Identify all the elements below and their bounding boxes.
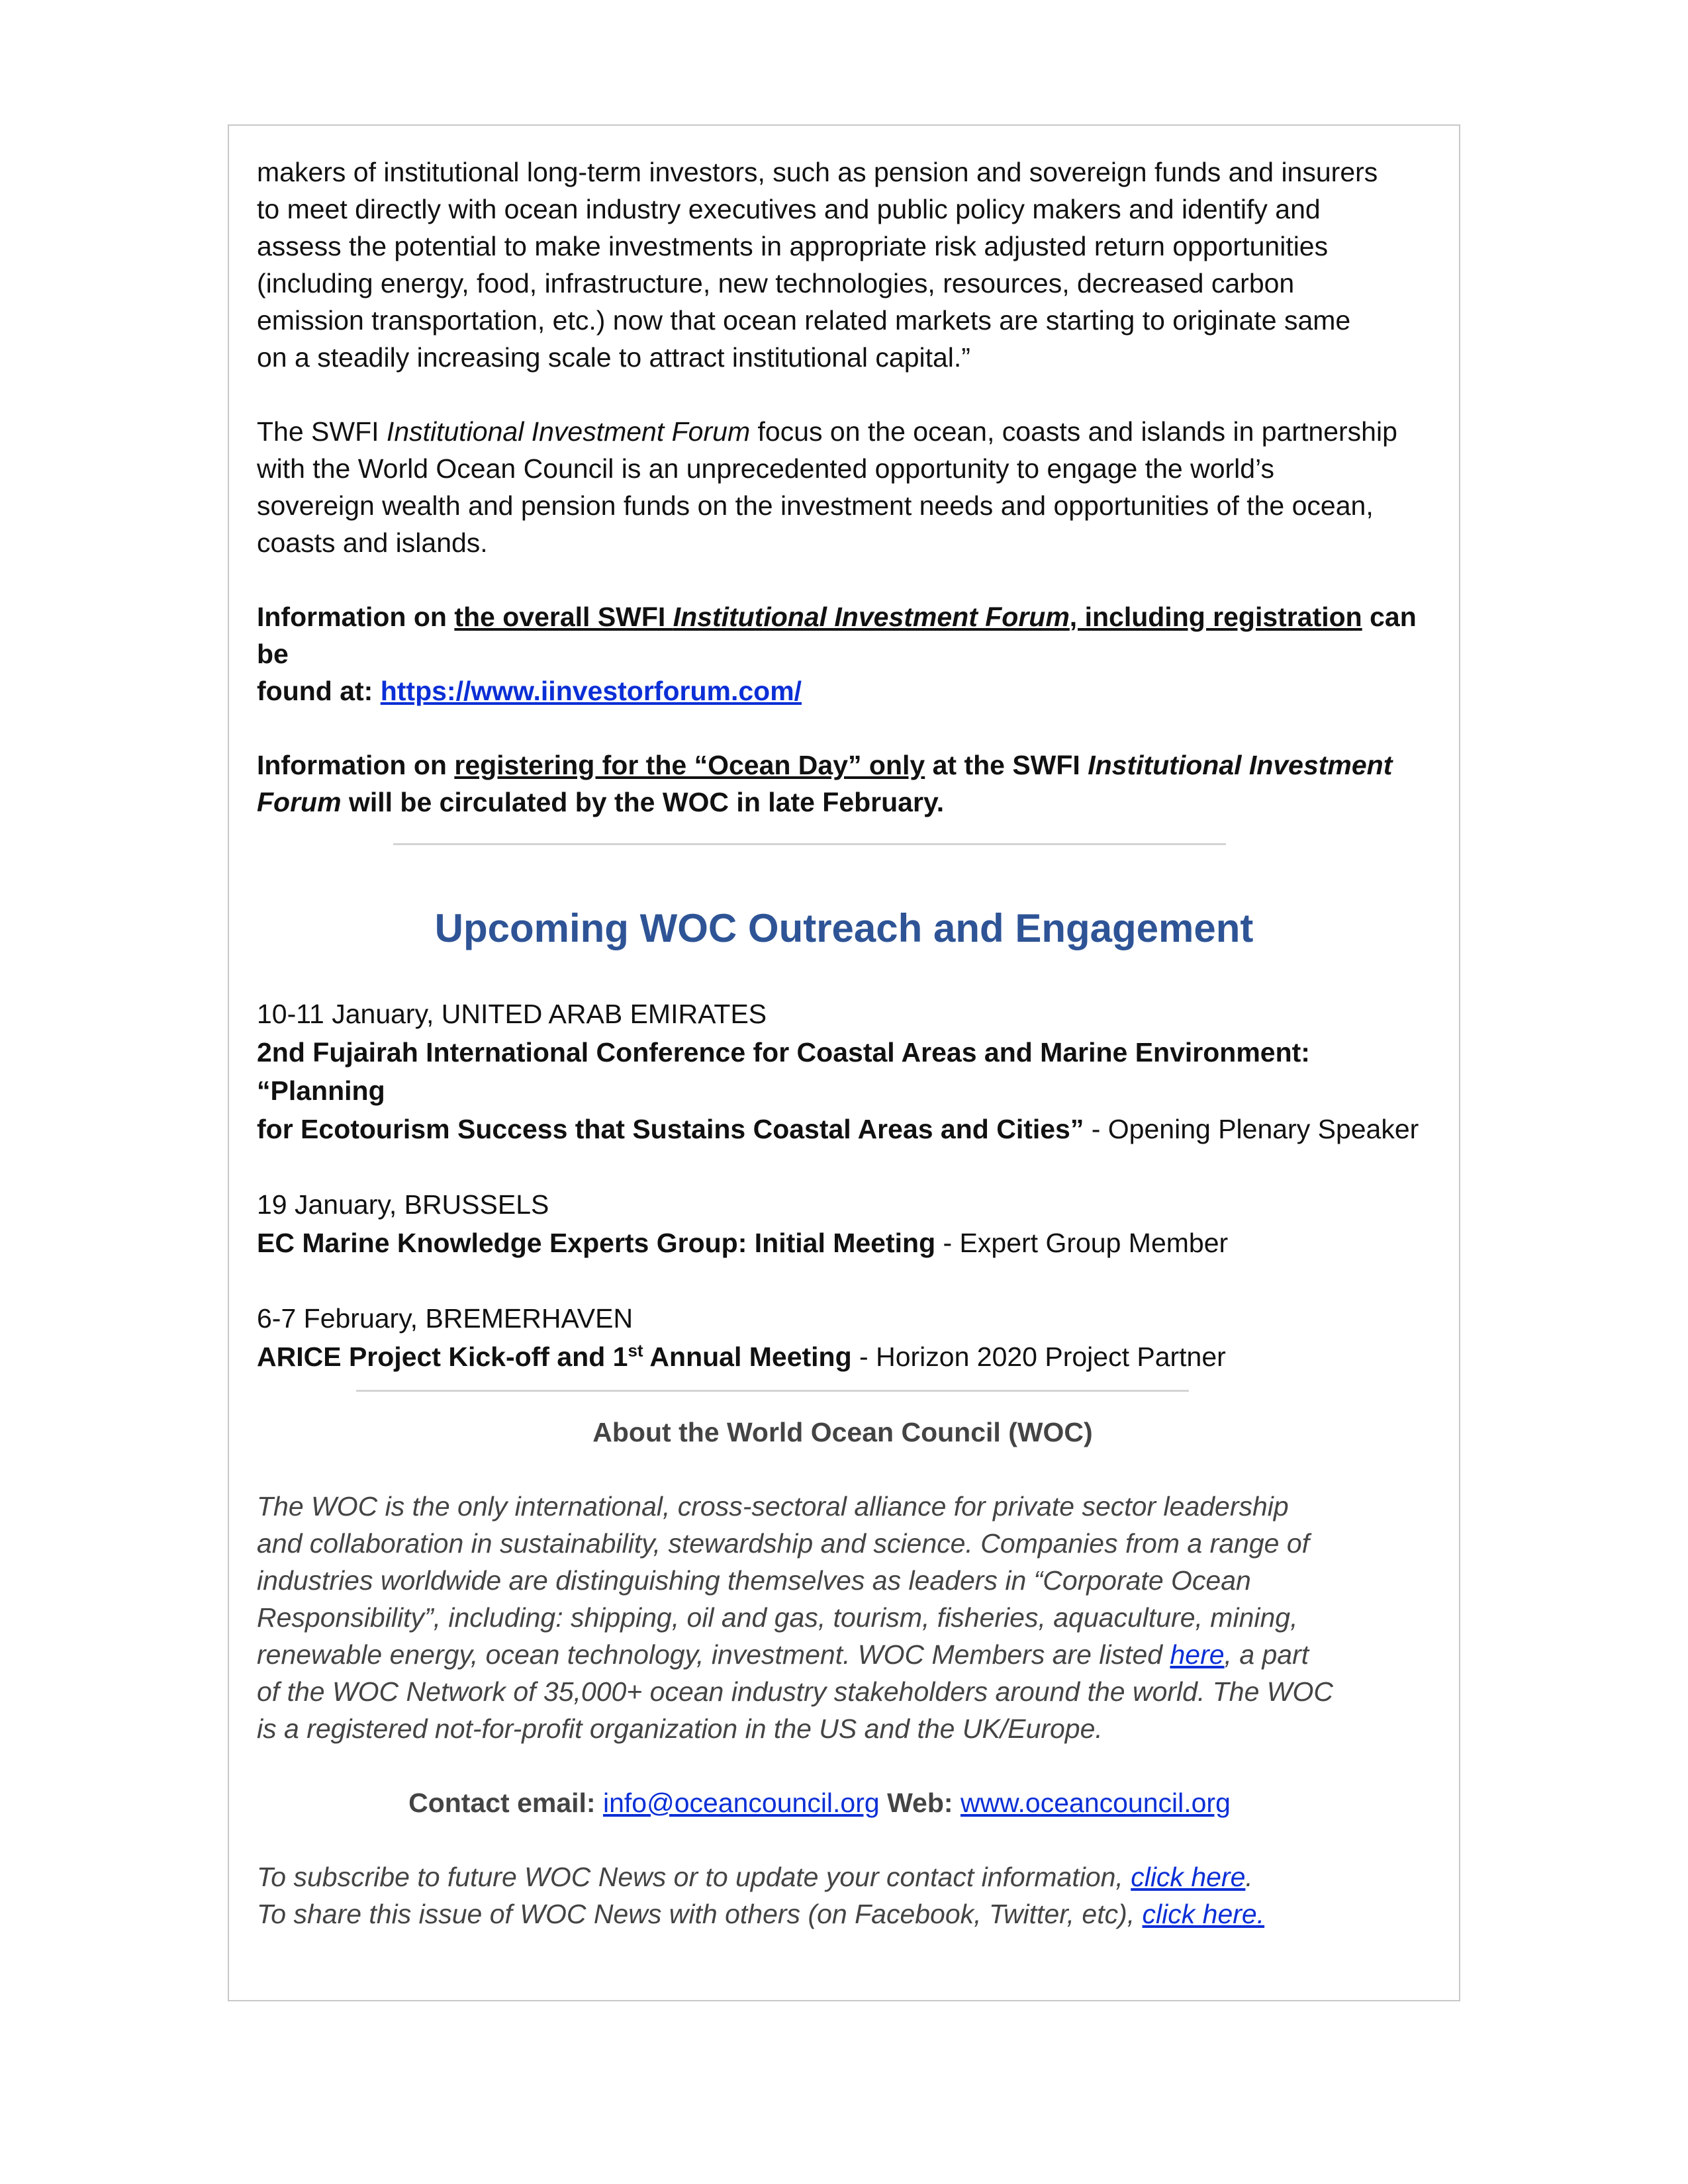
subscribe-text: . [1245,1862,1253,1892]
event-title: for Ecotourism Success that Sustains Coastal Areas and Cities” [257,1114,1084,1144]
about-line: The WOC is the only international, cross-sectoral alliance for private sector leadership [257,1491,1289,1522]
info-text: , including registration [1069,602,1362,632]
members-here-link[interactable]: here [1170,1639,1225,1670]
subscribe-section [257,1858,1442,1933]
event-description [257,1338,1442,1376]
event-description [257,1224,1442,1262]
event-title [257,1342,852,1372]
about-line: of the WOC Network of 35,000+ ocean industry stakeholders around the world. The WOC [257,1676,1333,1707]
about-section [257,1414,1442,1933]
intro-line: to meet directly with ocean industry executives and public policy makers and identify and [257,194,1321,224]
swfi-paragraph [257,413,1442,561]
event-title-text: Annual Meeting [643,1342,852,1372]
contact-email-link[interactable]: info@oceancouncil.org [602,1788,880,1818]
info-underlined: registering for the “Ocean Day” only [454,750,925,780]
subscribe-link[interactable]: click here [1131,1862,1246,1892]
about-title: About the World Ocean Council (WOC) [592,1417,1093,1447]
divider [356,1390,1189,1392]
info-text: Information on [257,602,455,632]
info-text: can be [257,602,1417,669]
about-line: industries worldwide are distinguishing themselves as leaders in “Corporate Ocean [257,1565,1251,1596]
event-title: 2nd Fujairah International Conference for Coastal Areas and Marine Environment: “Planning [257,1037,1310,1106]
website-link[interactable]: www.oceancouncil.org [960,1788,1231,1818]
forum-name: Forum [257,787,342,817]
intro-paragraph [257,154,1442,376]
event-date: 19 January, BRUSSELS [257,1189,549,1220]
forum-name: Institutional Investment Forum [386,416,751,447]
info-text: at the SWFI [925,750,1088,780]
contact-web-label: Web: [879,1788,961,1818]
info-text: the overall SWFI [454,602,673,632]
contact-line [257,1784,1382,1821]
event-item [257,1185,1442,1262]
event-role: - Expert Group Member [935,1228,1229,1258]
about-line: renewable energy, ocean technology, investment. WOC Members are listed [257,1639,1170,1670]
event-role: - Opening Plenary Speaker [1084,1114,1419,1144]
share-link[interactable]: click here. [1142,1899,1265,1929]
event-item [257,995,1442,1148]
event-item [257,1299,1442,1376]
swfi-text: sovereign wealth and pension funds on the investment needs and opportunities of the ocean, [257,490,1374,521]
swfi-text: with the World Ocean Council is an unprecedented opportunity to engage the world’s [257,453,1274,484]
share-text: To share this issue of WOC News with others (on Facebook, Twitter, etc), [257,1899,1143,1929]
divider [393,843,1226,845]
info-text: will be circulated by the WOC in late February. [341,787,945,817]
event-role: - Horizon 2020 Project Partner [851,1342,1226,1372]
about-body [257,1488,1382,1747]
intro-line: assess the potential to make investments in appropriate risk adjusted return opportunities [257,231,1329,261]
info-text: found at: [257,676,381,706]
article-body [257,154,1442,821]
event-date: 10-11 January, UNITED ARAB EMIRATES [257,999,767,1029]
swfi-text: focus on the ocean, coasts and islands in partnership [750,416,1397,447]
swfi-text: coasts and islands. [257,527,488,558]
swfi-text: The SWFI [257,416,387,447]
registration-info [257,598,1442,709]
forum-url-link[interactable]: https://www.iinvestorforum.com/ [380,676,802,706]
event-description [257,1033,1442,1148]
info-underlined [454,602,1362,632]
ordinal-suffix: st [628,1340,643,1361]
event-title-text: ARICE Project Kick-off and 1 [257,1342,628,1372]
intro-line: on a steadily increasing scale to attract institutional capital.” [257,342,970,373]
forum-name: Institutional Investment Forum [673,602,1070,632]
ocean-day-info [257,747,1442,821]
about-line: Responsibility”, including: shipping, oil and gas, tourism, fisheries, aquaculture, mining, [257,1602,1298,1633]
about-line: is a registered not-for-profit organization in the US and the UK/Europe. [257,1713,1103,1744]
about-line: , a part [1224,1639,1309,1670]
subscribe-text: To subscribe to future WOC News or to update your contact information, [257,1862,1131,1892]
event-title: EC Marine Knowledge Experts Group: Initial Meeting [257,1228,936,1258]
info-text: Information on [257,750,455,780]
event-date: 6-7 February, BREMERHAVEN [257,1303,633,1334]
intro-line: makers of institutional long-term investors, such as pension and sovereign funds and insurers [257,157,1378,187]
about-line: and collaboration in sustainability, stewardship and science. Companies from a range of [257,1528,1310,1559]
contact-email-label: Contact email: [408,1788,603,1818]
intro-line: emission transportation, etc.) now that ocean related markets are starting to originate same [257,305,1351,336]
intro-line: (including energy, food, infrastructure, new technologies, resources, decreased carbon [257,268,1295,298]
section-heading: Upcoming WOC Outreach and Engagement [434,906,1254,950]
events-list [257,995,1442,1376]
forum-name: Institutional Investment [1088,750,1393,780]
